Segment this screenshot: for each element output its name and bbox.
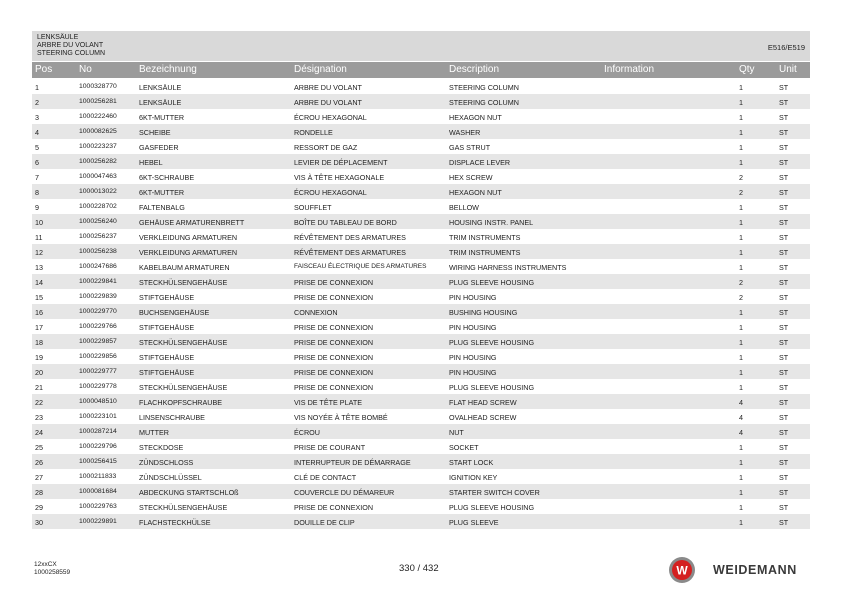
table-row	[32, 364, 810, 379]
table-row	[32, 169, 810, 184]
cell-designation: VIS À TÊTE HEXAGONALE	[294, 173, 385, 182]
cell-bezeichnung: ZÜNDSCHLOSS	[139, 458, 194, 467]
cell-unit: ST	[779, 128, 789, 137]
cell-designation: PRISE DE CONNEXION	[294, 323, 374, 332]
column-header-pos: Pos	[35, 64, 53, 75]
cell-description: FLAT HEAD SCREW	[449, 398, 517, 407]
cell-part-number: 1000229763	[79, 503, 117, 510]
cell-pos: 15	[35, 293, 43, 302]
table-row	[32, 499, 810, 514]
table-row	[32, 409, 810, 424]
cell-description: PIN HOUSING	[449, 323, 497, 332]
cell-bezeichnung: STECKHÜLSENGEHÄUSE	[139, 503, 228, 512]
cell-qty: 1	[739, 383, 743, 392]
cell-description: HEXAGON NUT	[449, 188, 502, 197]
cell-qty: 1	[739, 368, 743, 377]
cell-part-number: 1000222460	[79, 113, 117, 120]
cell-pos: 23	[35, 413, 43, 422]
cell-qty: 4	[739, 413, 743, 422]
cell-designation: PRISE DE CONNEXION	[294, 338, 374, 347]
cell-bezeichnung: BUCHSENGEHÄUSE	[139, 308, 210, 317]
cell-designation: RÉVÊTEMENT DES ARMATURES	[294, 233, 406, 242]
cell-designation: LEVIER DE DÉPLACEMENT	[294, 158, 388, 167]
table-row	[32, 454, 810, 469]
cell-unit: ST	[779, 278, 789, 287]
logo-letter: W	[676, 563, 688, 578]
cell-part-number: 1000328770	[79, 83, 117, 90]
table-row	[32, 289, 810, 304]
cell-qty: 1	[739, 323, 743, 332]
cell-part-number: 1000256237	[79, 233, 117, 240]
cell-qty: 1	[739, 503, 743, 512]
cell-part-number: 1000229770	[79, 308, 117, 315]
cell-unit: ST	[779, 173, 789, 182]
cell-unit: ST	[779, 83, 789, 92]
cell-description: TRIM INSTRUMENTS	[449, 248, 521, 257]
table-row	[32, 274, 810, 289]
cell-qty: 1	[739, 218, 743, 227]
cell-designation: PRISE DE CONNEXION	[294, 368, 374, 377]
cell-pos: 7	[35, 173, 39, 182]
cell-qty: 1	[739, 128, 743, 137]
table-row	[32, 469, 810, 484]
cell-pos: 19	[35, 353, 43, 362]
cell-part-number: 1000223101	[79, 413, 117, 420]
cell-qty: 1	[739, 233, 743, 242]
footer-document-number: 1000258559	[34, 568, 71, 576]
table-row	[32, 379, 810, 394]
cell-qty: 1	[739, 488, 743, 497]
table-row	[32, 394, 810, 409]
cell-bezeichnung: ZÜNDSCHLÜSSEL	[139, 473, 202, 482]
cell-qty: 2	[739, 278, 743, 287]
cell-unit: ST	[779, 203, 789, 212]
cell-qty: 4	[739, 398, 743, 407]
column-header-description: Description	[449, 64, 500, 75]
cell-bezeichnung: ABDECKUNG STARTSCHLOß	[139, 488, 239, 497]
cell-description: PIN HOUSING	[449, 368, 497, 377]
column-header-qty: Qty	[739, 64, 755, 75]
cell-pos: 8	[35, 188, 39, 197]
cell-designation: CONNEXION	[294, 308, 338, 317]
cell-designation: RONDELLE	[294, 128, 333, 137]
table-row	[32, 484, 810, 499]
cell-designation: ÉCROU HEXAGONAL	[294, 188, 367, 197]
cell-unit: ST	[779, 473, 789, 482]
cell-pos: 18	[35, 338, 43, 347]
cell-bezeichnung: HEBEL	[139, 158, 163, 167]
cell-designation: PRISE DE CONNEXION	[294, 293, 374, 302]
table-row	[32, 199, 810, 214]
cell-designation: PRISE DE COURANT	[294, 443, 366, 452]
cell-qty: 1	[739, 338, 743, 347]
cell-designation: RÉVÊTEMENT DES ARMATURES	[294, 248, 406, 257]
cell-pos: 29	[35, 503, 43, 512]
cell-unit: ST	[779, 458, 789, 467]
cell-bezeichnung: 6KT-SCHRAUBE	[139, 173, 195, 182]
cell-pos: 3	[35, 113, 39, 122]
cell-part-number: 1000223237	[79, 143, 117, 150]
parts-table-body	[32, 79, 810, 529]
cell-qty: 1	[739, 308, 743, 317]
cell-unit: ST	[779, 338, 789, 347]
cell-pos: 2	[35, 98, 39, 107]
column-header-unit: Unit	[779, 64, 797, 75]
cell-qty: 1	[739, 443, 743, 452]
cell-unit: ST	[779, 218, 789, 227]
cell-pos: 16	[35, 308, 43, 317]
cell-part-number: 1000013022	[79, 188, 117, 195]
cell-qty: 1	[739, 83, 743, 92]
cell-description: BUSHING HOUSING	[449, 308, 518, 317]
model-label: E516/E519	[767, 43, 805, 52]
cell-unit: ST	[779, 368, 789, 377]
table-row	[32, 259, 810, 274]
cell-part-number: 1000229778	[79, 383, 117, 390]
page-header	[32, 31, 810, 61]
table-row	[32, 349, 810, 364]
cell-part-number: 1000229891	[79, 518, 117, 525]
table-row	[32, 334, 810, 349]
cell-part-number: 1000247686	[79, 263, 117, 270]
cell-description: WIRING HARNESS INSTRUMENTS	[449, 263, 567, 272]
table-row	[32, 139, 810, 154]
cell-pos: 24	[35, 428, 43, 437]
footer-reference	[34, 561, 70, 576]
cell-description: WASHER	[449, 128, 481, 137]
cell-unit: ST	[779, 413, 789, 422]
cell-description: IGNITION KEY	[449, 473, 498, 482]
cell-description: HEX SCREW	[449, 173, 493, 182]
cell-qty: 1	[739, 263, 743, 272]
cell-part-number: 1000229796	[79, 443, 117, 450]
cell-description: PLUG SLEEVE HOUSING	[449, 503, 535, 512]
cell-unit: ST	[779, 323, 789, 332]
cell-designation: ÉCROU HEXAGONAL	[294, 113, 367, 122]
table-row	[32, 124, 810, 139]
cell-description: HEXAGON NUT	[449, 113, 502, 122]
cell-bezeichnung: LINSENSCHRAUBE	[139, 413, 205, 422]
cell-pos: 11	[35, 233, 43, 242]
table-row	[32, 94, 810, 109]
cell-unit: ST	[779, 188, 789, 197]
section-title	[37, 34, 105, 58]
cell-part-number: 1000211833	[79, 473, 117, 480]
cell-bezeichnung: FLACHSTECKHÜLSE	[139, 518, 211, 527]
cell-part-number: 1000287214	[79, 428, 117, 435]
cell-bezeichnung: STECKHÜLSENGEHÄUSE	[139, 278, 228, 287]
cell-bezeichnung: FALTENBALG	[139, 203, 185, 212]
cell-qty: 1	[739, 458, 743, 467]
cell-designation: BOÎTE DU TABLEAU DE BORD	[294, 218, 397, 227]
title-line-de: LENKSÄULE	[37, 34, 79, 41]
cell-pos: 20	[35, 368, 43, 377]
column-header-bezeichnung: Bezeichnung	[139, 64, 197, 75]
cell-pos: 21	[35, 383, 43, 392]
cell-bezeichnung: MUTTER	[139, 428, 169, 437]
cell-pos: 26	[35, 458, 43, 467]
cell-bezeichnung: STIFTGEHÄUSE	[139, 368, 195, 377]
cell-unit: ST	[779, 518, 789, 527]
cell-bezeichnung: 6KT-MUTTER	[139, 113, 185, 122]
cell-unit: ST	[779, 398, 789, 407]
cell-unit: ST	[779, 113, 789, 122]
table-row	[32, 109, 810, 124]
title-line-en: STEERING COLUMN	[37, 50, 106, 57]
cell-designation: RESSORT DE GAZ	[294, 143, 358, 152]
cell-description: DISPLACE LEVER	[449, 158, 511, 167]
table-row	[32, 319, 810, 334]
cell-bezeichnung: STIFTGEHÄUSE	[139, 323, 195, 332]
cell-pos: 4	[35, 128, 39, 137]
cell-designation: FAISCEAU ÉLECTRIQUE DES ARMATURES	[294, 263, 427, 270]
column-header-designation: Désignation	[294, 64, 347, 75]
cell-part-number: 1000228702	[79, 203, 117, 210]
cell-bezeichnung: SCHEIBE	[139, 128, 171, 137]
cell-description: SOCKET	[449, 443, 479, 452]
cell-pos: 25	[35, 443, 43, 452]
cell-part-number: 1000256415	[79, 458, 117, 465]
cell-unit: ST	[779, 383, 789, 392]
table-row	[32, 244, 810, 259]
cell-designation: ÉCROU	[294, 428, 320, 437]
cell-description: BELLOW	[449, 203, 479, 212]
cell-bezeichnung: GEHÄUSE ARMATURENBRETT	[139, 218, 245, 227]
cell-part-number: 1000229766	[79, 323, 117, 330]
cell-unit: ST	[779, 263, 789, 272]
cell-bezeichnung: KABELBAUM ARMATUREN	[139, 263, 230, 272]
cell-bezeichnung: FLACHKOPFSCHRAUBE	[139, 398, 223, 407]
cell-description: PIN HOUSING	[449, 293, 497, 302]
cell-qty: 1	[739, 98, 743, 107]
cell-qty: 1	[739, 113, 743, 122]
title-line-fr: ARBRE DU VOLANT	[37, 42, 104, 49]
cell-designation: COUVERCLE DU DÉMAREUR	[294, 488, 395, 497]
cell-description: START LOCK	[449, 458, 494, 467]
cell-description: PLUG SLEEVE HOUSING	[449, 278, 535, 287]
cell-qty: 2	[739, 188, 743, 197]
cell-part-number: 1000256240	[79, 218, 117, 225]
cell-description: OVALHEAD SCREW	[449, 413, 517, 422]
cell-qty: 1	[739, 518, 743, 527]
table-row	[32, 229, 810, 244]
cell-unit: ST	[779, 353, 789, 362]
table-row	[32, 79, 810, 94]
cell-designation: INTERRUPTEUR DE DÉMARRAGE	[294, 458, 411, 467]
footer-model-code: 12xxCX	[34, 561, 57, 568]
cell-qty: 4	[739, 428, 743, 437]
brand-name: WEIDEMANN	[713, 563, 797, 577]
cell-qty: 1	[739, 353, 743, 362]
cell-pos: 22	[35, 398, 43, 407]
cell-pos: 10	[35, 218, 43, 227]
cell-qty: 1	[739, 248, 743, 257]
cell-unit: ST	[779, 233, 789, 242]
table-row	[32, 214, 810, 229]
cell-unit: ST	[779, 308, 789, 317]
cell-unit: ST	[779, 503, 789, 512]
cell-unit: ST	[779, 158, 789, 167]
cell-unit: ST	[779, 428, 789, 437]
cell-designation: DOUILLE DE CLIP	[294, 518, 355, 527]
cell-part-number: 1000256281	[79, 98, 117, 105]
cell-unit: ST	[779, 293, 789, 302]
column-header-no: No	[79, 64, 92, 75]
cell-description: STEERING COLUMN	[449, 83, 519, 92]
cell-bezeichnung: LENKSÄULE	[139, 98, 182, 107]
cell-pos: 30	[35, 518, 43, 527]
table-row	[32, 439, 810, 454]
cell-description: GAS STRUT	[449, 143, 491, 152]
cell-part-number: 1000256238	[79, 248, 117, 255]
cell-designation: ARBRE DU VOLANT	[294, 83, 362, 92]
cell-pos: 12	[35, 248, 43, 257]
cell-bezeichnung: STIFTGEHÄUSE	[139, 293, 195, 302]
table-row	[32, 304, 810, 319]
cell-part-number: 1000082625	[79, 128, 117, 135]
cell-description: STEERING COLUMN	[449, 98, 519, 107]
cell-designation: VIS NOYÉE À TÊTE BOMBÉ	[294, 413, 388, 422]
cell-part-number: 1000229841	[79, 278, 117, 285]
cell-designation: VIS DE TÊTE PLATE	[294, 398, 363, 407]
cell-qty: 1	[739, 473, 743, 482]
cell-part-number: 1000229839	[79, 293, 117, 300]
cell-pos: 9	[35, 203, 39, 212]
cell-qty: 1	[739, 143, 743, 152]
cell-description: PIN HOUSING	[449, 353, 497, 362]
cell-pos: 14	[35, 278, 43, 287]
cell-designation: PRISE DE CONNEXION	[294, 383, 374, 392]
cell-part-number: 1000048510	[79, 398, 117, 405]
table-row	[32, 184, 810, 199]
cell-designation: ARBRE DU VOLANT	[294, 98, 362, 107]
page-number: 330 / 432	[399, 563, 439, 574]
cell-part-number: 1000081684	[79, 488, 117, 495]
cell-bezeichnung: STECKHÜLSENGEHÄUSE	[139, 383, 228, 392]
cell-designation: PRISE DE CONNEXION	[294, 278, 374, 287]
cell-bezeichnung: STECKDOSE	[139, 443, 184, 452]
cell-bezeichnung: VERKLEIDUNG ARMATUREN	[139, 233, 238, 242]
cell-pos: 6	[35, 158, 39, 167]
cell-part-number: 1000256282	[79, 158, 117, 165]
cell-part-number: 1000229857	[79, 338, 117, 345]
cell-bezeichnung: LENKSÄULE	[139, 83, 182, 92]
cell-bezeichnung: GASFEDER	[139, 143, 179, 152]
cell-pos: 1	[35, 83, 39, 92]
table-row	[32, 514, 810, 529]
cell-qty: 1	[739, 203, 743, 212]
cell-part-number: 1000229856	[79, 353, 117, 360]
cell-description: STARTER SWITCH COVER	[449, 488, 540, 497]
cell-designation: SOUFFLET	[294, 203, 332, 212]
cell-pos: 5	[35, 143, 39, 152]
cell-bezeichnung: STIFTGEHÄUSE	[139, 353, 195, 362]
cell-description: PLUG SLEEVE HOUSING	[449, 338, 535, 347]
cell-description: HOUSING INSTR. PANEL	[449, 218, 534, 227]
cell-description: NUT	[449, 428, 464, 437]
cell-pos: 28	[35, 488, 43, 497]
cell-designation: CLÉ DE CONTACT	[294, 473, 357, 482]
cell-description: PLUG SLEEVE HOUSING	[449, 383, 535, 392]
cell-unit: ST	[779, 488, 789, 497]
cell-qty: 2	[739, 293, 743, 302]
table-row	[32, 154, 810, 169]
cell-description: PLUG SLEEVE	[449, 518, 499, 527]
cell-unit: ST	[779, 248, 789, 257]
cell-part-number: 1000229777	[79, 368, 117, 375]
cell-pos: 17	[35, 323, 43, 332]
table-header	[32, 62, 810, 78]
cell-designation: PRISE DE CONNEXION	[294, 353, 374, 362]
table-row	[32, 424, 810, 439]
cell-part-number: 1000047463	[79, 173, 117, 180]
cell-qty: 1	[739, 158, 743, 167]
column-header-information: Information	[604, 64, 655, 75]
weidemann-logo-icon	[668, 556, 696, 584]
cell-pos: 13	[35, 263, 43, 272]
cell-unit: ST	[779, 443, 789, 452]
cell-bezeichnung: VERKLEIDUNG ARMATUREN	[139, 248, 238, 257]
cell-qty: 2	[739, 173, 743, 182]
cell-pos: 27	[35, 473, 43, 482]
cell-designation: PRISE DE CONNEXION	[294, 503, 374, 512]
cell-description: TRIM INSTRUMENTS	[449, 233, 521, 242]
cell-unit: ST	[779, 98, 789, 107]
cell-bezeichnung: 6KT-MUTTER	[139, 188, 185, 197]
cell-unit: ST	[779, 143, 789, 152]
cell-bezeichnung: STECKHÜLSENGEHÄUSE	[139, 338, 228, 347]
